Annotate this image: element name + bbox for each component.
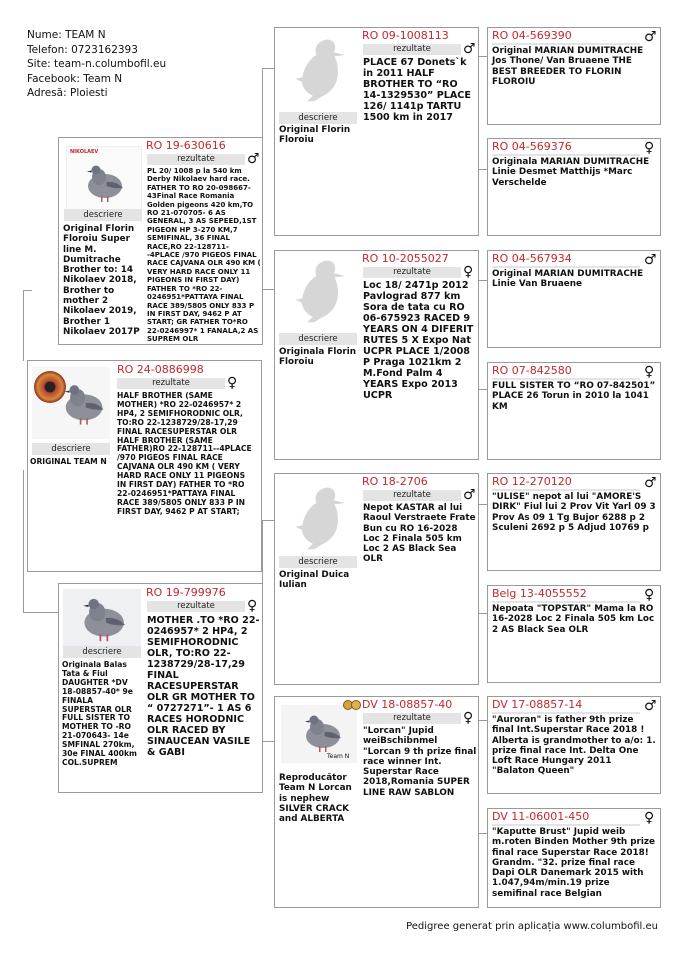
male-icon: ♂ [247,151,260,167]
ddd-card[interactable] [487,808,661,908]
dam-sire-card[interactable] [274,473,479,685]
ssd-ring[interactable]: RO 04-569376 [492,140,572,153]
owner-phone: Telefon: 0723162393 [27,43,138,56]
sire-dam-silhouette [289,253,359,327]
sds-card[interactable] [487,250,661,348]
dam-photo [63,589,141,647]
sire-info: PL 20/ 1008 p la 540 km Derby Nikolaev hard race. FATHER TO RO 20-098667-43Final Race Romania Golden pigeons 420 km,TO RO 21-070705- 6 AS GENERAL, 3 AS SEPEED,1ST PIGEON HP 3-270 KM,7 SEMIFINAL, 36 FINAL RACE,RO 22-128711--4PLACE /970 PIGEOS FINAL RACE CAJVANA OLR 490 KM ( VERY HARD RACE ONLY 11 PIGEONS IN FIRST DAY) FATHER TO *RO 22-0246951*PATTAYA FINAL RACE 389/5805 ONLY 833 P IN FIRST DAY, 9462 P AT START; GR FATHER TO*RO 22-0246997* 1 FANALA,2 AS SUPREM OLR [147,167,261,344]
sdd-results-bar [492,378,640,380]
connector-subject-sire [23,290,32,361]
dss-results-bar [492,489,640,491]
subject-ring[interactable]: RO 24-0886998 [117,363,204,376]
subject-pigeon-image [56,371,110,435]
sire-dam-description-button[interactable]: descriere [279,333,357,345]
sire-dam-ring[interactable]: RO 10-2055027 [362,252,449,265]
male-icon: ♂ [644,29,657,45]
male-icon: ♂ [644,252,657,268]
dds-ring[interactable]: DV 17-08857-14 [492,698,583,711]
dss-card[interactable] [487,473,661,571]
dss-ring[interactable]: RO 12-270120 [492,475,572,488]
owner-facebook: Facebook: Team N [27,72,123,85]
sire-sire-ring[interactable]: RO 09-1008113 [362,29,449,42]
sdd-ring[interactable]: RO 07-842580 [492,364,572,377]
dam-dam-card[interactable] [274,696,479,908]
sire-dam-name: Originala Florin Floroiu [279,347,357,368]
dam-card[interactable] [58,583,263,793]
male-icon: ♂ [644,475,657,491]
male-icon: ♂ [463,487,476,503]
dam-info: MOTHER .TO *RO 22-0246957* 2 HP4, 2 SEMIFHORODNIC OLR, TO:RO 22-1238729/28-17,29 FINAL RACESUPERSTAR OLR GR MOTHER TO “ 0727271”- 1 AS 6 RACES HORODNIC OLR RACED BY SINAUCEAN VASILE & GABI [147,615,260,758]
sire-ring[interactable]: RO 19-630616 [146,139,226,152]
sire-sire-description-button[interactable]: descriere [279,112,357,124]
subject-info: HALF BROTHER (SAME MOTHER) *RO 22-0246957* 2 HP4, 2 SEMIFHORODNIC OLR, TO:RO 22-1238729/28-17,29 FINAL RACESUPERSTAR OLR HALF BROTHER (SAME FATHER)RO 22-128711--4PLACE /970 PIGEOS FINAL RACE CAJVANA OLR 490 KM ( VERY HARD RACE ONLY 11 PIGEONS IN FIRST DAY) FATHER TO *RO 22-0246951*PATTAYA FINAL RACE 389/5805 ONLY 833 P IN FIRST DAY, 9462 P AT START; [117,391,252,516]
dam-ring[interactable]: RO 19-799976 [146,586,226,599]
sire-results-button[interactable]: rezultate [147,154,245,165]
sire-sire-silhouette [289,32,359,106]
subject-results-button[interactable]: rezultate [117,378,225,389]
owner-site: Site: team-n.columbofil.eu [27,58,167,70]
male-icon: ♂ [463,41,476,57]
sire-pigeon-image [75,157,133,207]
dam-dam-info: "Lorcan" Jupid weiBschibnmel "Lorcan 9 th prize final race winner Int. Superstar Race 2018,Romania SUPER LINE RAW SABLON [363,726,477,798]
female-icon: ♀ [247,598,258,614]
subject-description-button[interactable]: descriere [32,443,110,455]
ddd-results-bar [492,824,640,826]
dam-dam-ring[interactable]: DV 18-08857-40 [362,698,453,711]
ssd-card[interactable] [487,138,661,236]
sire-photo-title: NIKOLAEV [70,149,99,155]
dam-dam-photo-caption: Team N [327,753,350,760]
dam-sire-name: Original Duica Iulian [279,570,350,591]
dsd-results-bar [492,601,640,603]
sire-sire-info: PLACE 67 Donets`k in 2011 HALF BROTHER TO “RO 14-1329530” PLACE 126/ 1141p TARTU 1500 km in 2017 [363,57,471,123]
subject-card[interactable] [27,360,262,572]
sire-sire-results-button[interactable]: rezultate [363,44,461,55]
sire-description-button[interactable]: descriere [64,209,142,221]
sss-ring[interactable]: RO 04-569390 [492,29,572,42]
ssd-results-bar [492,154,640,156]
male-icon: ♂ [644,698,657,714]
dam-sire-silhouette [289,480,359,554]
dam-name: Originala Balas Tata & Fiul DAUGHTER *DV 18-08857-40* 9e FINALA SUPERSTAR OLR FULL SISTER TO MOTHER TO -RO 21-070643- 14e SMFINAL 270km, 30e FINAL 400km COL.SUPREM [62,660,137,767]
sdd-card[interactable] [487,362,661,460]
sdd-info: FULL SISTER TO “RO 07-842501” PLACE 26 Torun in 2010 la 1041 KM [492,381,656,412]
sss-card[interactable] [487,27,661,125]
female-icon: ♀ [644,810,655,826]
dam-dam-name: Reproducător Team N Lorcan is nephew SILVER CRACK and ALBERTA [279,773,352,825]
sire-photo [66,146,142,210]
sds-info: Original MARIAN DUMITRACHE Linie Van Bruaene [492,269,644,290]
dam-description-button[interactable]: descriere [63,646,141,658]
owner-address: Adresă: Ploiesti [27,87,108,99]
female-icon: ♀ [644,587,655,603]
dam-dam-photo [281,705,357,763]
dam-sire-description-button[interactable]: descriere [279,556,357,568]
sire-dam-info: Loc 18/ 2471p 2012 Pavlograd 877 km Sora de tata cu RO 06-675923 RACED 9 YEARS ON 4 DIFERIT RUTES 5 X Expo Nat UCPR PLACE 1/2008 P Praga 1021km 2 M.Fond Palm 4 YEARS Expo 2013 UCPR [363,280,474,401]
dsd-info: Nepoata "TOPSTAR" Mama la RO 16-2028 Loc 2 Finala 505 km Loc 2 AS Black Sea OLR [492,604,655,635]
sss-results-bar [492,43,640,45]
sire-name: Original Florin Floroiu Super line M. Dumitrache Brother to: 14 Nikolaev 2018, Brother to mother 2 Nikolaev 2019, Brother 1 Nikolaev 2017P [63,224,140,337]
dsd-card[interactable] [487,585,661,683]
owner-info [27,28,166,101]
owner-name: Nume: TEAM N [27,29,106,41]
dam-dam-pigeon-image [297,707,347,757]
sire-sire-card[interactable] [274,27,479,236]
sds-ring[interactable]: RO 04-567934 [492,252,572,265]
dam-sire-info: Nepot KASTAR al lui Raoul Verstraete Frate Bun cu RO 16-2028 Loc 2 Finala 505 km Loc 2 AS Black Sea OLR [363,503,476,565]
sire-sire-name: Original Florin Floroiu [279,125,351,146]
subject-photo [32,367,110,439]
dam-sire-results-button[interactable]: rezultate [363,490,461,501]
sire-dam-card[interactable] [274,250,479,460]
female-icon: ♀ [463,264,474,280]
female-icon: ♀ [644,364,655,380]
subject-name: ORIGINAL TEAM N [30,457,107,466]
dam-dam-results-button[interactable]: rezultate [363,713,461,724]
dam-sire-ring[interactable]: RO 18-2706 [362,475,428,488]
dsd-ring[interactable]: Belg 13-4055552 [492,587,587,600]
dam-results-button[interactable]: rezultate [147,601,245,612]
female-icon: ♀ [463,710,474,726]
dds-info: "Auroran" is father 9th prize final Int.Superstar Race 2018 ! Alberta is grandmother to a/o: 1. prize final race Int. Delta One Loft Race Hungary 2011 "Balaton Queen" [492,715,656,777]
dss-info: "ULISE" nepot al lui "AMORE'S DIRK" Fiul lui 2 Prov Vit Yarl 09 3 Prov As 09 1 Tg Bujor 6288 p 2 Sculeni 2692 p 5 Adjud 10769 p [492,492,656,533]
sss-info: Original MARIAN DUMITRACHE Jos Thone/ Van Bruaene THE BEST BREEDER TO FLORIN FLOROIU [492,46,644,87]
ddd-info: "Kaputte Brust" Jupid weib m.roten Binden Mother 9th prize final race Superstar Race 2018! Grandm. "32. prize final race Dapi OLR Danemark 2015 with 1.047,94m/min.19 prize semifinal race Belgian [492,827,655,899]
ddd-ring[interactable]: DV 11-06001-450 [492,810,590,823]
female-icon: ♀ [227,375,238,391]
dds-results-bar [492,712,640,714]
footer-credit: Pedigree generat prin aplicația www.columbofil.eu [406,921,658,932]
sire-dam-results-button[interactable]: rezultate [363,267,461,278]
dam-pigeon-image [73,589,133,647]
medal-icon [351,700,361,710]
dds-card[interactable] [487,696,661,794]
ssd-info: Originala MARIAN DUMITRACHE Linie Desmet Matthijs *Marc Verschelde [492,157,650,188]
sds-results-bar [492,266,640,268]
female-icon: ♀ [644,140,655,156]
sire-card[interactable] [58,137,263,345]
